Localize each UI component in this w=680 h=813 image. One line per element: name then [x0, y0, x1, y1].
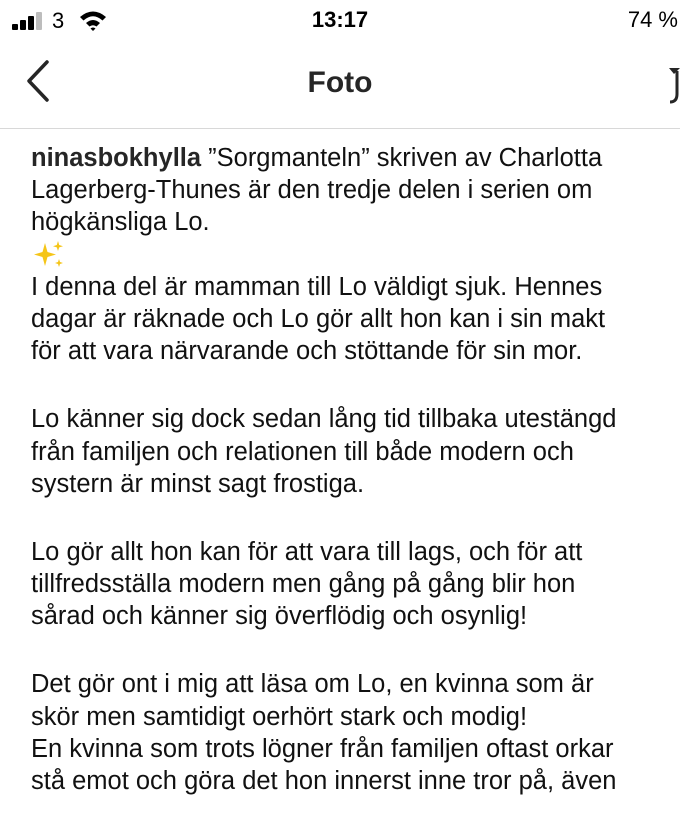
- navigation-bar: [0, 42, 680, 129]
- caption-paragraph: [31, 536, 680, 633]
- caption-text: ”Sorgmanteln” skriven av Charlotta: [201, 144, 603, 172]
- status-bar: [0, 0, 680, 42]
- caption-line: dagar är räknade och Lo gör allt hon kan i sin makt: [31, 304, 606, 333]
- caption-line: tillfredsställa modern men gång på gång blir hon: [31, 570, 576, 599]
- caption-paragraph: [31, 403, 680, 500]
- caption-line: I denna del är mamman till Lo väldigt sjuk. Hennes: [31, 272, 603, 301]
- caption-line: Lo känner sig dock sedan lång tid tillbaka utestängd: [31, 405, 617, 434]
- caption-line: Lagerberg-Thunes är den tredje delen i serien om: [31, 176, 593, 205]
- emoji-line: [31, 239, 680, 271]
- caption-line: En kvinna som trots lögner från familjen oftast orkar: [31, 734, 614, 763]
- caption-line: högkänsliga Lo.: [31, 208, 210, 237]
- caption-line: systern är minst sagt frostiga.: [31, 469, 365, 498]
- share-button[interactable]: [666, 62, 680, 110]
- carrier-label: 3: [52, 8, 65, 33]
- clock: 13:17: [311, 7, 369, 32]
- page-title: Foto: [307, 66, 373, 99]
- caption-line: från familjen och relationen till både modern och: [31, 437, 574, 466]
- caption-line: sårad och känner sig överflödig och osynlig!: [31, 602, 528, 631]
- battery-percentage: 74 %: [627, 7, 678, 32]
- caption-first-line: [31, 142, 680, 174]
- caption-paragraph: [31, 668, 680, 797]
- caption-line: Lo gör allt hon kan för att vara till lags, och för att: [31, 537, 583, 566]
- share-icon: [666, 62, 680, 110]
- caption-paragraph: [31, 271, 680, 368]
- username-link[interactable]: ninasbokhylla: [31, 144, 202, 172]
- post-caption: [31, 142, 680, 797]
- caption-line: för att vara närvarande och stöttande för sin mor.: [31, 337, 583, 366]
- caption-line: Det gör ont i mig att läsa om Lo, en kvinna som är: [31, 670, 594, 699]
- caption-line: stå emot och göra det hon innerst inne tror på, även: [31, 767, 617, 795]
- sparkles-icon: [31, 239, 67, 271]
- caption-line: skör men samtidigt oerhört stark och modig!: [31, 702, 528, 731]
